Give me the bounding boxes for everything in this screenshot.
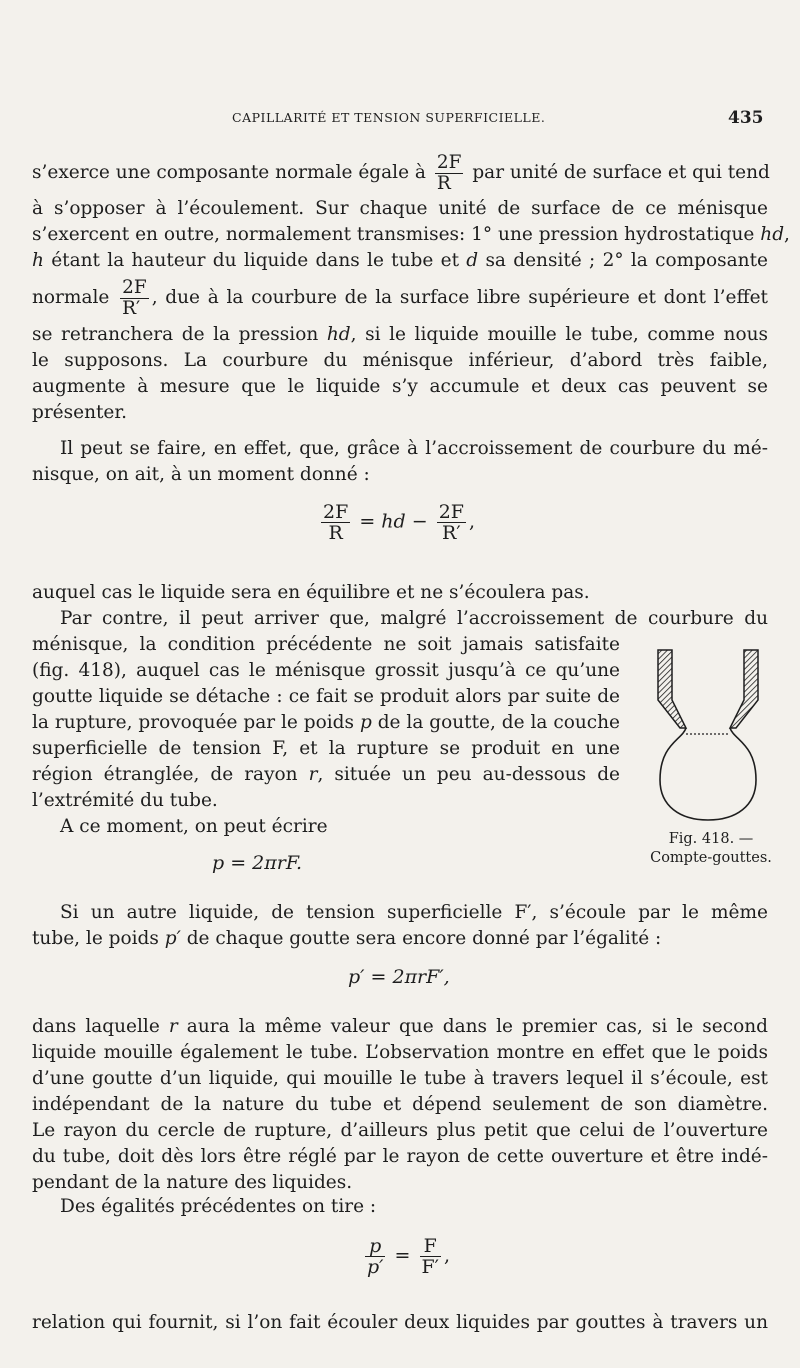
fraction-denominator: R′	[122, 297, 141, 319]
text-span: à s’opposer à l’écoulement. Sur chaque unité de surface de ce ménisque	[32, 198, 768, 219]
text-span: , si le liquide mouille le tube, comme nous	[350, 324, 768, 345]
text-line	[32, 374, 768, 400]
text-line	[32, 1092, 768, 1118]
text-span: se retranchera de la pression	[32, 324, 319, 345]
text-line	[32, 248, 768, 274]
fraction-rhs	[437, 502, 466, 543]
text-span: l’extrémité du tube.	[32, 790, 218, 811]
paragraph-8	[32, 1194, 768, 1220]
text-span: région étranglée, de rayon	[32, 764, 298, 785]
text-line	[32, 684, 620, 710]
text-line	[32, 222, 790, 248]
text-line	[32, 436, 768, 462]
text-span: ménisque, la condition précédente ne soit jamais satisfaite	[32, 634, 620, 655]
equation-2	[212, 852, 302, 874]
text-span: liquide mouille également le tube. L’observation montre en effet que le poids	[32, 1042, 768, 1063]
text-span: dans laquelle	[32, 1016, 160, 1037]
text-span: Le rayon du cercle de rupture, d’ailleurs plus petit que celui de l’ouverture	[32, 1120, 768, 1141]
fraction-2F-over-R-prime	[120, 278, 149, 319]
text-span: la rupture, provoquée par le poids	[32, 712, 355, 733]
equation-middle: =	[394, 1244, 411, 1267]
text-span: aura la même valeur que dans le premier cas, si le second	[186, 1016, 768, 1037]
equation-4	[362, 1236, 450, 1277]
math-var: r	[308, 764, 318, 785]
text-line	[32, 710, 620, 736]
text-span: Si un autre liquide, de tension superficielle F′, s’écoule par le même	[60, 902, 768, 923]
text-span: goutte liquide se détache : ce fait se produit alors par suite de	[32, 686, 620, 707]
text-span: , située un peu au-dessous de	[317, 764, 620, 785]
fraction-numerator: 2F	[436, 151, 462, 173]
fraction-numerator: F	[420, 1236, 442, 1257]
figure-caption	[636, 830, 786, 868]
fraction-numerator: p	[365, 1236, 385, 1257]
fraction-numerator: 2F	[438, 501, 464, 523]
text-line	[32, 814, 620, 840]
text-span: nisque, on ait, à un moment donné :	[32, 464, 370, 485]
text-line	[32, 1170, 768, 1196]
math-var: hd	[326, 324, 351, 345]
fraction-denominator: R	[436, 172, 451, 194]
paragraph-6	[32, 900, 768, 952]
text-line	[32, 1194, 768, 1220]
page-header	[0, 110, 800, 134]
text-span: tube, le poids	[32, 928, 159, 949]
text-line	[32, 274, 768, 322]
text-line	[32, 1310, 768, 1336]
text-line	[32, 632, 620, 658]
text-line	[32, 1118, 768, 1144]
text-line	[32, 1144, 768, 1170]
fraction-denominator: R′	[442, 522, 461, 544]
text-span: s’exercent en outre, normalement transmises: 1° une pression hydrostatique	[32, 224, 755, 245]
text-span: de chaque goutte sera encore donné par l’égalité :	[186, 928, 662, 949]
text-span: auquel cas le liquide sera en équilibre et ne s’écoulera pas.	[32, 582, 590, 603]
text-line	[32, 900, 768, 926]
paragraph-4	[32, 632, 620, 814]
fraction-denominator: F′	[421, 1256, 439, 1278]
figure-caption-label: Fig. 418. —	[668, 831, 754, 847]
text-line	[32, 1014, 768, 1040]
tube-wall-right	[730, 650, 758, 728]
text-line	[32, 762, 620, 788]
figure-caption-title: Compte-gouttes.	[650, 850, 772, 866]
paragraph-2	[32, 436, 768, 488]
text-span: relation qui fournit, si l’on fait écouler deux liquides par gouttes à travers un	[32, 1312, 768, 1333]
text-line	[32, 606, 768, 632]
text-span: par unité de surface et qui tend	[472, 162, 770, 183]
text-line	[32, 658, 620, 684]
equation-middle: = hd −	[359, 510, 428, 533]
text-span: Par contre, il peut arriver que, malgré l’accroissement de courbure du	[60, 608, 768, 629]
paragraph-9	[32, 1310, 768, 1336]
figure-418-dropper	[652, 648, 764, 828]
text-span: normale	[32, 287, 110, 308]
text-line	[32, 926, 768, 952]
running-head: CAPILLARITÉ ET TENSION SUPERFICIELLE.	[232, 110, 546, 125]
paragraph-4-first-line	[32, 606, 768, 632]
text-line	[32, 462, 768, 488]
fraction-2F-over-R	[435, 153, 464, 194]
fraction-denominator: p′	[367, 1256, 384, 1278]
math-var: hd	[760, 224, 785, 245]
text-line	[32, 1066, 768, 1092]
text-line	[32, 400, 768, 426]
fraction-denominator: R	[328, 522, 343, 544]
page-number: 435	[728, 108, 764, 128]
text-span: du tube, doit dès lors être réglé par le rayon de cette ouverture et être indé-	[32, 1146, 768, 1167]
text-span: , due à la courbure de la surface libre supérieure et dont l’effet	[151, 287, 768, 308]
math-var: p	[359, 712, 372, 733]
fraction-numerator: 2F	[122, 276, 147, 298]
math-var: d	[466, 250, 479, 271]
text-span: Des égalités précédentes on tire :	[60, 1196, 377, 1217]
paragraph-7	[32, 1014, 768, 1196]
text-span: présenter.	[32, 402, 128, 423]
text-line	[32, 788, 620, 814]
text-line	[32, 580, 768, 606]
equation-text: p′ = 2πrF′,	[348, 966, 450, 988]
equation-text: p = 2πrF.	[212, 852, 303, 874]
text-span: de la goutte, de la couche	[377, 712, 620, 733]
math-var: p′	[164, 928, 181, 949]
text-span: A ce moment, on peut écrire	[60, 816, 328, 837]
text-line	[32, 348, 768, 374]
text-span: (fig. 418), auquel cas le ménisque grossit jusqu’à ce qu’une	[32, 660, 620, 681]
fraction-lhs	[321, 502, 350, 543]
tube-wall-left	[658, 650, 686, 728]
paragraph-3	[32, 580, 768, 606]
equation-punct: ,	[444, 1244, 451, 1267]
math-var: r	[168, 1016, 178, 1037]
text-span: sa densité ; 2° la composante	[485, 250, 768, 271]
text-span: augmente à mesure que le liquide s’y accumule et deux cas peuvent se	[32, 376, 768, 397]
text-line	[32, 322, 768, 348]
paragraph-1	[32, 150, 790, 426]
text-line	[32, 736, 620, 762]
text-span: s’exerce une composante normale égale à	[32, 162, 426, 183]
fraction-rhs	[420, 1236, 442, 1277]
drop-outline	[660, 728, 756, 820]
paragraph-5	[32, 814, 620, 840]
math-var: h	[32, 250, 44, 271]
equation-punct: ,	[468, 510, 476, 533]
text-line	[32, 150, 768, 196]
text-line	[32, 196, 768, 222]
text-span: d’une goutte d’un liquide, qui mouille le tube à travers lequel il s’écoule, est	[32, 1068, 768, 1089]
text-span: indépendant de la nature du tube et dépend seulement de son diamètre.	[32, 1094, 768, 1115]
equation-3	[348, 966, 450, 988]
text-span: pendant de la nature des liquides.	[32, 1172, 353, 1193]
equation-1	[318, 502, 475, 543]
text-span: étant la hauteur du liquide dans le tube et	[51, 250, 459, 271]
text-span: ,	[784, 224, 790, 245]
text-line	[32, 1040, 768, 1066]
fraction-lhs	[365, 1236, 385, 1277]
text-span: le supposons. La courbure du ménisque inférieur, d’abord très faible,	[32, 350, 768, 371]
text-span: Il peut se faire, en effet, que, grâce à l’accroissement de courbure du mé-	[60, 438, 768, 459]
fraction-numerator: 2F	[323, 501, 349, 523]
text-span: superficielle de tension F, et la rupture se produit en une	[32, 738, 620, 759]
